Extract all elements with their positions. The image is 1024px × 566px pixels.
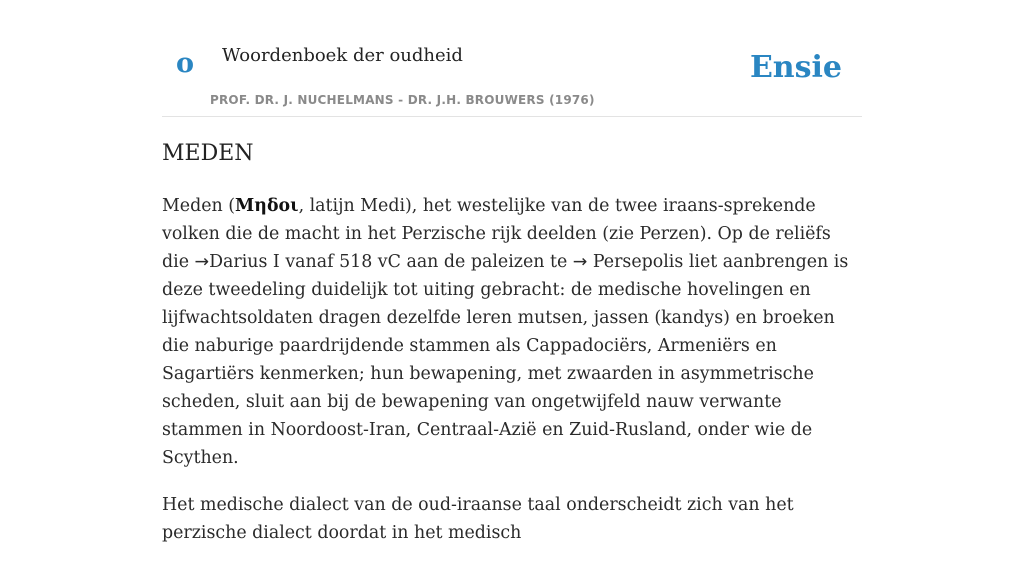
paragraph-2: Het medische dialect van de oud-iraanse taal onderscheidt zich van het perzische dialect doordat in het medisch	[162, 495, 794, 543]
ensie-logo-link[interactable]: Ensie	[749, 50, 842, 85]
entry-title: MEDEN	[162, 141, 254, 166]
header	[162, 0, 862, 117]
book-authors: PROF. DR. J. NUCHELMANS - DR. J.H. BROUWERS (1976)	[210, 93, 595, 107]
xref-label: Persepolis	[592, 252, 684, 272]
book-title[interactable]: Woordenboek der oudheid	[222, 45, 463, 66]
text: , latijn Medi), het westelijke van de twee iraans-sprekende volken die de macht in het Perzische rijk deelden (zie Perzen). Op de reliëfs die	[162, 196, 831, 272]
text: Meden (	[162, 196, 236, 216]
greek-term: Μηδοι	[235, 196, 299, 216]
text: liet aanbrengen is deze tweedeling duidelijk tot uiting gebracht: de medische hovelingen en lijfwachtsoldaten dragen dezelfde leren mutsen, jassen (kandys) en broeken die naburige paardrijdende stammen als Cappadociërs, Armeniërs en Sagartiërs kenmerken; hun bewapening, met zwaarden in asymmetrische scheden, sluit aan bij de bewapening van ongetwijfeld nauw verwante stammen in Noordoost-Iran, Centraal-Azië en Zuid-Rusland, onder wie de Scythen.	[162, 252, 849, 468]
xref-darius-link[interactable]	[195, 252, 280, 272]
paragraph-1	[162, 192, 862, 472]
xref-label: Darius I	[209, 252, 280, 272]
logo-letter-icon[interactable]: o	[176, 48, 195, 79]
text: vanaf 518 vC aan de paleizen te	[279, 252, 573, 272]
arrow-right-icon: →	[194, 252, 210, 272]
arrow-right-icon: →	[572, 252, 588, 272]
xref-persepolis-link[interactable]	[573, 252, 684, 272]
article-body	[162, 192, 862, 566]
